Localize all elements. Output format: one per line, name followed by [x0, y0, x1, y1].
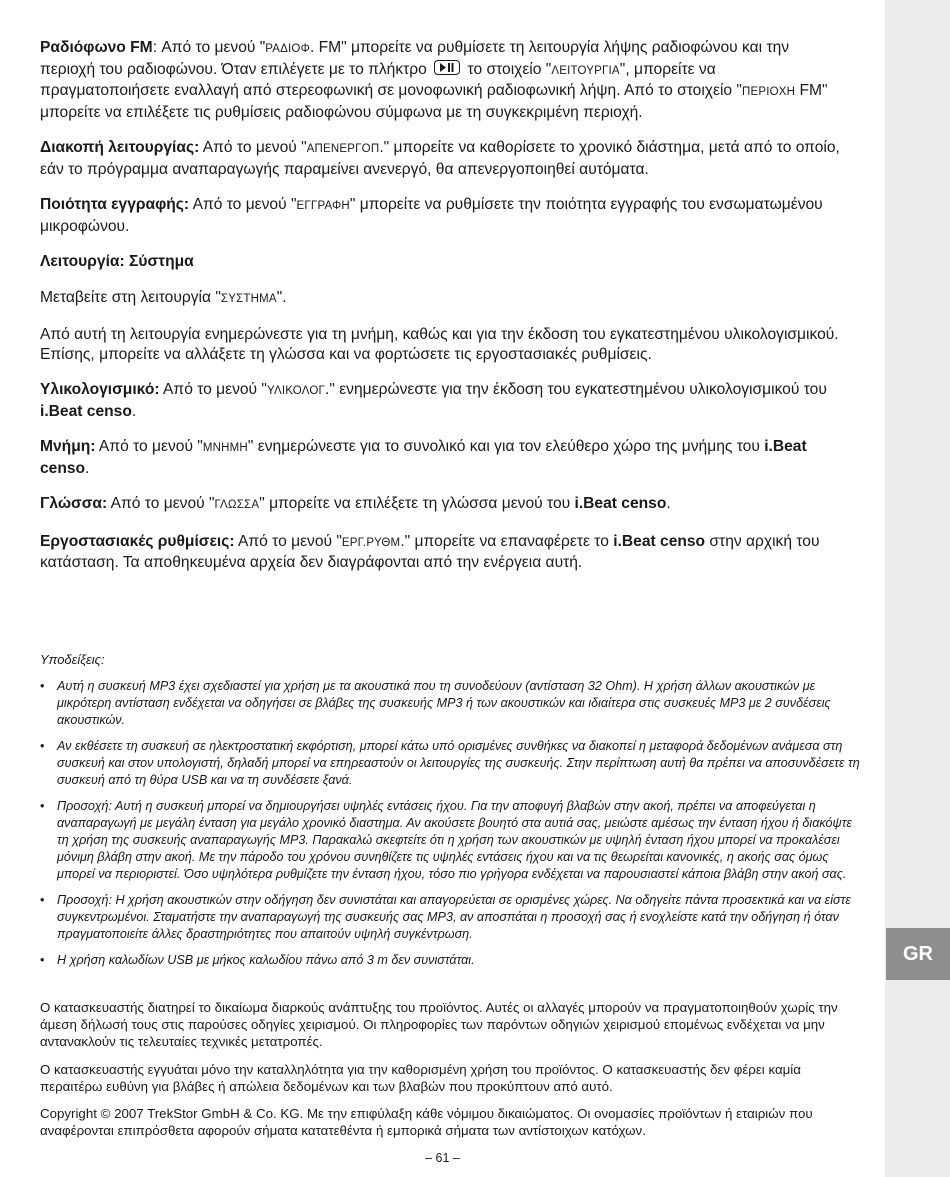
bullet-icon: •: [40, 893, 45, 907]
main-content: [40, 38, 840, 589]
bullet-icon: •: [40, 679, 45, 693]
product-name: i.Beat censo: [40, 402, 132, 420]
bullet-icon: •: [40, 799, 45, 813]
menu-name: ΛΕΙΤΟΥΡΓΙΑ: [551, 64, 620, 77]
page-number: – 61 –: [425, 1151, 460, 1165]
text: Από το μενού ": [199, 139, 307, 156]
play-pause-button-icon: [434, 60, 460, 75]
notes-list: [40, 678, 860, 978]
right-margin-bar: [885, 0, 950, 1177]
footer-warranty-notice: Ο κατασκευαστής εγγυάται μόνο την καταλληλότητα για την καθορισμένη χρήση του προϊόντος. Ο κατασκευαστής δεν φέρει καμία περαιτέρω ευθύνη για βλάβες ή απώλεια δεδομένων και των βλαβών που προκύπτουν από αυτό.: [40, 1061, 801, 1094]
text: : Από το μενού ": [152, 39, 266, 56]
text: .: [85, 459, 90, 477]
system-heading: [40, 252, 840, 272]
product-name: i.Beat censo: [574, 495, 667, 512]
note-item: [40, 678, 860, 729]
menu-name: ΓΛΩΣΣΑ: [214, 499, 260, 511]
factory-label: Εργοστασιακές ρυθμίσεις:: [40, 532, 235, 550]
note-text: Προσοχή: Η χρήση ακουστικών στην οδήγηση δεν συνιστάται και απαγορεύεται σε ορισμένες χώρες. Να οδηγείτε πάντα προσεκτικά και να είστε συγκεντρωμένοι. Σταματήστε την αναπαραγωγή της συσκευής σας MP3, αν αποσπάται η προσοχή σας ή ενοχλείστε κατά την οδήγηση ή όταν πραγματοποιείτε άλλες δραστηριότητες που απαιτούν υψηλή συγκέντρωση.: [57, 893, 851, 941]
menu-name: ΕΡΓ.ΡΥΘΜ: [341, 536, 401, 549]
menu-name: ΠΕΡΙΟΧΗ: [741, 86, 796, 98]
memory-label: Μνήμη:: [40, 438, 96, 455]
text: Από το μενού ": [95, 438, 203, 455]
recording-quality-paragraph: [40, 195, 840, 236]
text: ." μπορείτε να επαναφέρετε το: [400, 532, 614, 550]
fm-radio-label: Ραδιόφωνο FM: [40, 39, 153, 56]
text: Από το μενού ": [159, 381, 267, 398]
footer-development-notice: Ο κατασκευαστής διατηρεί το δικαίωμα διαρκούς ανάπτυξης του προϊόντος. Αυτές οι αλλαγές μπορούν να πραγματοποιηθούν χωρίς την άμεση δήλωσή τους στις παρούσες οδηγίες χειρισμού. Οι πληροφορίες των παρόντων οδηγιών χειρισμού επομένως ενδέχεται να μην αντανακλούν τις τελευταίες τεχνικές μετατροπές.: [40, 1000, 838, 1050]
footer-copyright: Copyright © 2007 TrekStor GmbH & Co. KG. Με την επιφύλαξη κάθε νόμιμου δικαιώματος. Οι ονομασίες προϊόντων ή εταιριών που αναφέρονται επιπρόσθετα αφορούν σήματα κατατεθέντα ή εμπορικά σήματα των αντίστοιχων κατόχων.: [40, 1106, 813, 1139]
text: . FM" μπορείτε να ρυθμίσετε τη λειτουργία λήψης ραδιοφώνου και την περιοχή του ραδιοφώνου. Όταν επιλέγετε με το πλήκτρο: [40, 39, 790, 78]
text: το στοιχείο ": [467, 60, 552, 78]
text: " ενημερώνεστε για το συνολικό και για τον ελεύθερο χώρο της μνήμης του: [247, 438, 765, 455]
text: .: [666, 495, 671, 512]
text: Μεταβείτε στη λειτουργία ": [40, 288, 221, 306]
note-text: Αν εκθέσετε τη συσκευή σε ηλεκτροστατική εκφόρτιση, μπορεί κάτω υπό ορισμένες συνθήκες να διακοπεί η μεταφορά δεδομένων ανάμεσα στη συσκευή και στον υπολογιστή, δηλαδή μπορεί να επηρεαστούν οι λειτουργίες της συσκευής. Στην περίπτωση αυτή θα πρέπει να αποσυνδέσετε τη συσκευή από τη θύρα USB και να τη συνδέσετε ξανά.: [57, 739, 860, 787]
text: Από το μενού ": [107, 495, 215, 512]
memory-paragraph: [40, 437, 840, 478]
product-name: i.Beat censo: [613, 532, 706, 550]
text: " μπορείτε να ρυθμίσετε την ποιότητα εγγραφής του ενσωματωμένου μικροφώνου.: [40, 196, 823, 235]
notes-title: Υποδείξεις:: [40, 652, 105, 667]
shutdown-paragraph: [40, 138, 840, 179]
fm-radio-paragraph: [40, 38, 840, 122]
note-text: Αυτή η συσκευή MP3 έχει σχεδιαστεί για χρήση με τα ακουστικά που τη συνοδεύουν (αντίσταση 32 Ohm). Η χρήση άλλων ακουστικών με μικρότερη αντίσταση ενδέχεται να οδηγήσει σε βλάβες της συσκευής MP3 ή των ακουστικών και ιδιαίτερα στις συσκευές MP3 με 2 συνδέσεις ακουστικών.: [57, 679, 831, 727]
menu-name: ΥΛΙΚΟΛΟΓ: [266, 385, 326, 397]
bullet-icon: •: [40, 739, 45, 753]
note-item: [40, 892, 860, 943]
language-paragraph: [40, 494, 840, 516]
text: .: [131, 402, 137, 420]
note-text: Προσοχή: Αυτή η συσκευή μπορεί να δημιουργήσει υψηλές εντάσεις ήχου. Για την αποφυγή βλαβών στην ακοή, πρέπει να αποφεύγεται η αναπαραγωγή με μεγάλη ένταση για μεγάλο χρονικό διαστημα. Αν ακούσετε βουητό στα αυτιά σας, μειώστε αμέσως την ένταση ήχου ή διακόψτε τη χρήση της συσκευής αναπαραγωγής MP3. Παρακαλώ σκεφτείτε ότι η χρήση των ακουστικών με υψηλή ένταση ήχου μπορεί να προκαλέσει μόνιμη βλάβη στην ακοή. Με την πάροδο του χρόνου συνηθίζετε τις υψηλές εντάσεις ήχου και να τις θεωρείται κανονικές, η ακοής σας όμως μπορεί να περιοριστεί. Όσο υψηλότερα ρυθμίζετε την ένταση ήχου, τόσο πιο γρήγορα ενδέχεται να παρουσιαστεί κάποια βλάβη στην ακοή σας.: [57, 799, 852, 881]
text: FM" μπορείτε να επιλέξετε τις ρυθμίσεις ραδιοφώνου σύμφωνα με τη συγκεκριμένη περιοχή.: [40, 82, 828, 121]
system-switch-paragraph: [40, 288, 840, 310]
footer: [40, 999, 855, 1149]
menu-name: ΡΑΔΙΟΦ: [265, 43, 310, 55]
factory-settings-paragraph: [40, 532, 840, 573]
system-intro-paragraph: Από αυτή τη λειτουργία ενημερώνεστε για τη μνήμη, καθώς και για την έκδοση του εγκατεστημένου υλικολογισμικού. Επίσης, μπορείτε να αλλάξετε τη γλώσσα και να φορτώσετε τις εργοστασιακές ρυθμίσεις.: [40, 326, 839, 363]
quality-label: Ποιότητα εγγραφής:: [40, 196, 190, 213]
note-item: [40, 952, 860, 969]
menu-name: ΜΝΗΜΗ: [202, 442, 248, 454]
text: στην αρχική του κατάσταση. Τα αποθηκευμένα αρχεία δεν διαγράφονται από την ενέργεια αυτή.: [40, 532, 820, 571]
menu-name: ΑΠΕΝΕΡΓΟΠ: [306, 143, 380, 155]
bullet-icon: •: [40, 953, 45, 967]
text: Από το μενού ": [189, 196, 297, 213]
text: ." μπορείτε να καθορίσετε το χρονικό διάστημα, μετά από το οποίο, εάν το πρόγραμμα αναπαραγωγής παραμείνει ανενεργό, θα απενεργοποιηθεί αυτόματα.: [40, 139, 840, 178]
language-label: Γλώσσα:: [40, 495, 108, 512]
text: ".: [276, 288, 287, 306]
shutdown-label: Διακοπή λειτουργίας:: [40, 139, 200, 156]
note-item: [40, 738, 860, 789]
system-heading-text: Λειτουργία: Σύστημα: [40, 253, 194, 270]
text: " μπορείτε να επιλέξετε τη γλώσσα μενού του: [259, 495, 575, 512]
text: ", μπορείτε να πραγματοποιήσετε εναλλαγή από στερεοφωνική σε μονοφωνική ραδιοφωνική λήψη. Από το στοιχείο ": [40, 60, 742, 99]
firmware-label: Υλικολογισμικό:: [40, 381, 160, 398]
product-name: i.Beat censo: [40, 438, 807, 477]
note-item: [40, 798, 860, 883]
note-text: Η χρήση καλωδίων USB με μήκος καλωδίου πάνω από 3 m δεν συνιστάται.: [57, 953, 475, 967]
firmware-paragraph: [40, 380, 840, 421]
menu-name: ΕΓΓΡΑΦΗ: [296, 200, 350, 212]
text: Από το μενού ": [234, 532, 342, 550]
language-tab: GR: [886, 928, 950, 980]
text: ." ενημερώνεστε για την έκδοση του εγκατεστημένου υλικολογισμικού του: [325, 381, 827, 398]
menu-name: ΣΥΣΤΗΜΑ: [220, 292, 277, 305]
